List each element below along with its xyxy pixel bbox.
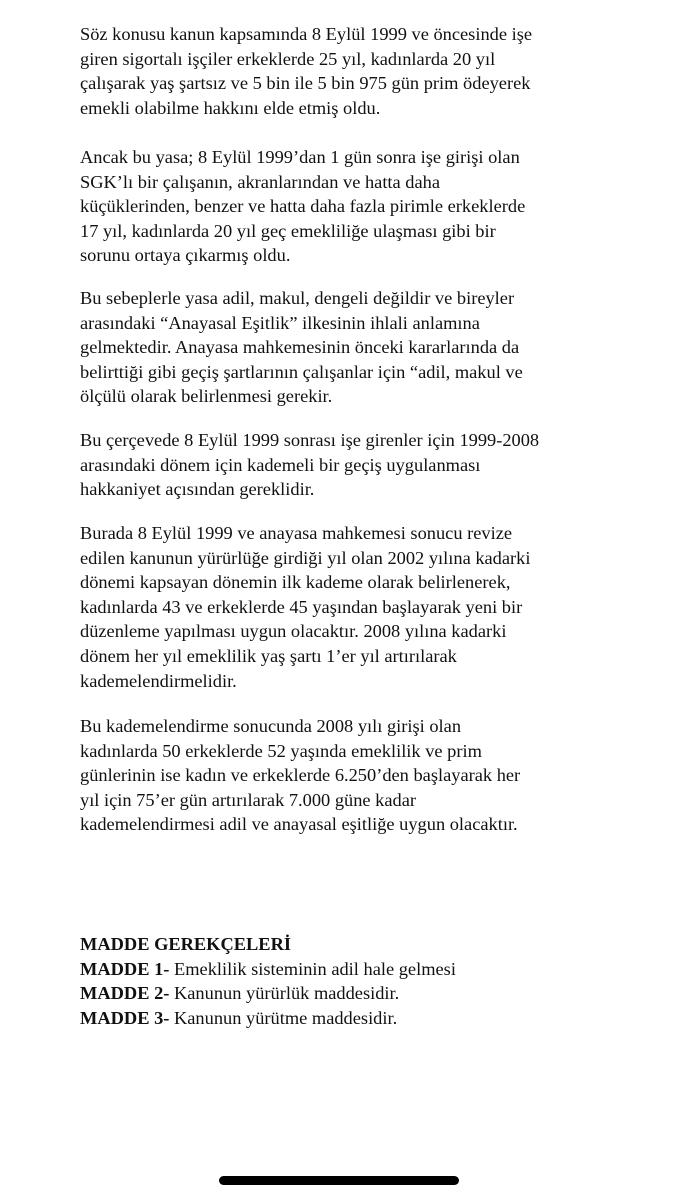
paragraph-3: [80, 286, 600, 409]
text-line: ölçülü olarak belirlenmesi gerekir.: [80, 386, 333, 407]
text-line: çalışarak yaş şartsız ve 5 bin ile 5 bin 975 gün prim ödeyerek: [80, 73, 531, 94]
reason-label: MADDE 1-: [80, 958, 170, 979]
reasons-heading: MADDE GEREKÇELERİ: [80, 934, 292, 954]
text-line: giren sigortalı işçiler erkeklerde 25 yıl, kadınlarda 20 yıl: [80, 48, 496, 69]
text-line: hakkaniyet açısından gereklidir.: [80, 479, 315, 500]
text-line: belirttiği gibi geçiş şartlarının çalışanlar için “adil, makul ve: [80, 361, 523, 382]
text-line: Bu kademelendirme sonucunda 2008 yılı girişi olan: [80, 716, 462, 736]
text-line: kadınlarda 43 ve erkeklerde 45 yaşından başlayarak yeni bir: [80, 596, 523, 617]
text-line: dönem her yıl emeklilik yaş şartı 1’er yıl artırılarak: [80, 645, 457, 666]
text-line: Ancak bu yasa; 8 Eylül 1999’dan 1 gün sonra işe girişi olan: [80, 147, 520, 167]
reason-label: MADDE 2-: [80, 983, 170, 1004]
text-line: Burada 8 Eylül 1999 ve anayasa mahkemesi sonucu revize: [80, 523, 513, 543]
text-line: kadınlarda 50 erkeklerde 52 yaşında emeklilik ve prim: [80, 740, 482, 761]
paragraph-5: [80, 521, 600, 693]
reason-label: MADDE 3-: [80, 1007, 170, 1028]
reason-text: Kanunun yürürlük maddesidir.: [169, 983, 400, 1004]
text-line: Bu sebeplerle yasa adil, makul, dengeli değildir ve bireyler: [80, 288, 515, 308]
text-line: edilen kanunun yürürlüğe girdiği yıl olan 2002 yılına kadarki: [80, 547, 531, 568]
paragraph-6: [80, 714, 600, 837]
text-line: dönemi kapsayan dönemin ilk kademe olarak belirlenerek,: [80, 572, 511, 593]
article-reasons: [80, 932, 600, 1030]
reason-item-3: [80, 1006, 600, 1031]
text-line: SGK’lı bir çalışanın, akranlarından ve hatta daha: [80, 171, 441, 192]
reason-item-1: [80, 957, 600, 982]
home-indicator[interactable]: [219, 1176, 459, 1185]
text-line: emekli olabilme hakkını elde etmiş oldu.: [80, 97, 381, 118]
text-line: kademelendirmelidir.: [80, 670, 237, 691]
text-line: küçüklerinden, benzer ve hatta daha fazla pirimle erkeklerde: [80, 196, 526, 217]
text-line: arasındaki dönem için kademeli bir geçiş uygulanması: [80, 454, 481, 475]
text-line: Bu çerçevede 8 Eylül 1999 sonrası işe girenler için 1999-2008: [80, 430, 540, 450]
text-line: arasındaki “Anayasal Eşitlik” ilkesinin ihlali anlamına: [80, 312, 480, 333]
text-line: yıl için 75’er gün artırılarak 7.000 güne kadar: [80, 789, 417, 810]
reason-text: Emeklilik sisteminin adil hale gelmesi: [169, 958, 456, 979]
reason-text: Kanunun yürütme maddesidir.: [169, 1007, 398, 1028]
text-line: kademelendirmesi adil ve anayasal eşitliğe uygun olacaktır.: [80, 814, 518, 835]
paragraph-4: [80, 428, 600, 502]
text-line: sorunu ortaya çıkarmış oldu.: [80, 245, 291, 266]
text-line: günlerinin ise kadın ve erkeklerde 6.250’den başlayarak her: [80, 765, 521, 786]
text-line: Söz konusu kanun kapsamında 8 Eylül 1999 ve öncesinde işe: [80, 24, 533, 44]
paragraph-2: [80, 145, 600, 268]
text-line: gelmektedir. Anayasa mahkemesinin önceki kararlarında da: [80, 337, 520, 358]
reason-item-2: [80, 981, 600, 1006]
paragraph-1: [80, 22, 600, 120]
text-line: 17 yıl, kadınlarda 20 yıl geç emekliliğe ulaşması gibi bir: [80, 220, 496, 241]
text-line: düzenleme yapılması uygun olacaktır. 2008 yılına kadarki: [80, 621, 507, 642]
